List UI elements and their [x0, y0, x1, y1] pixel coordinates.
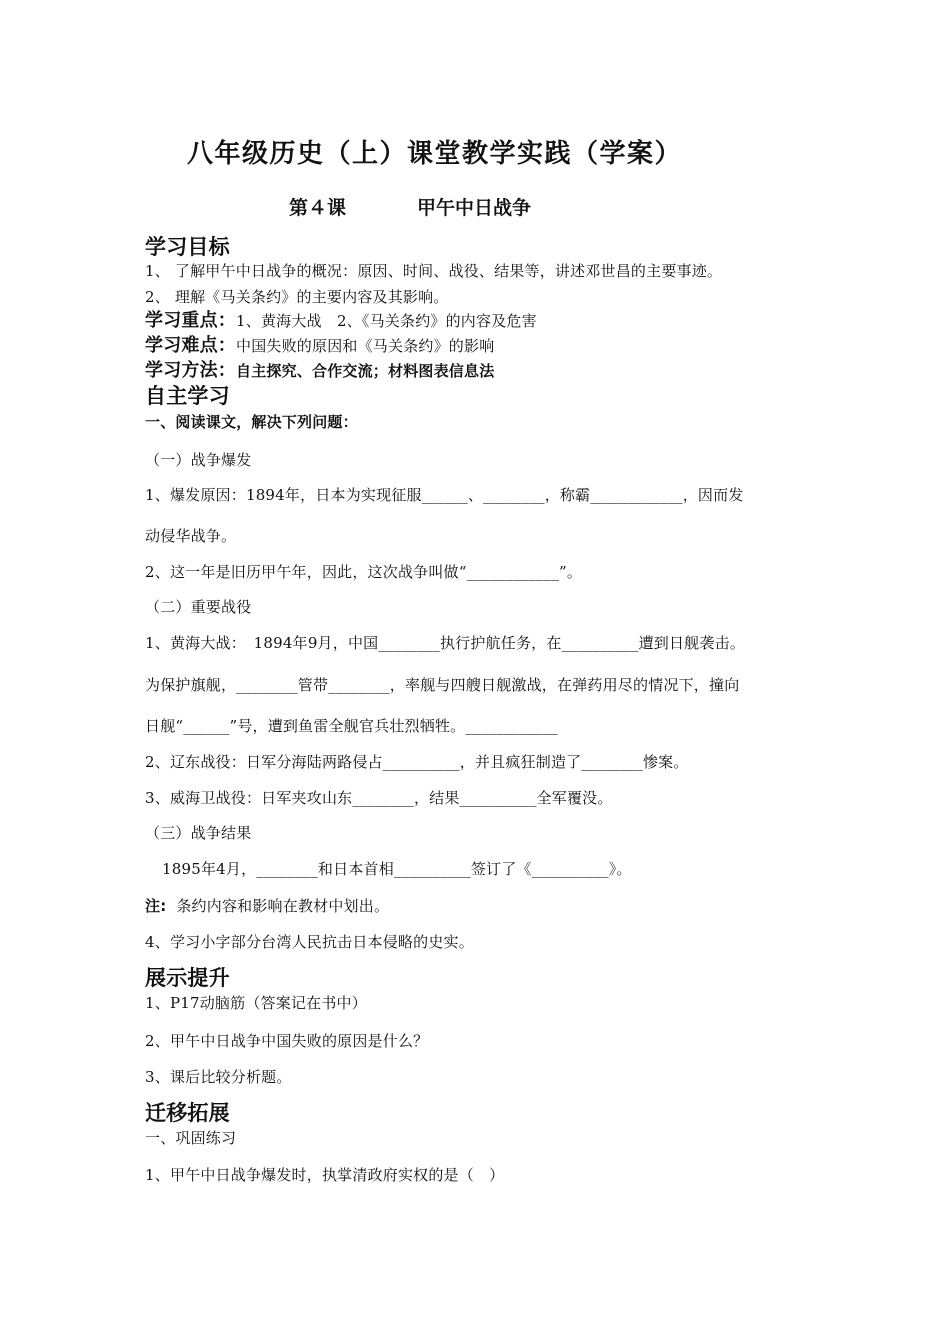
lesson-number: 第４课 — [289, 197, 347, 219]
extension-sub: 一、巩固练习 — [145, 1129, 237, 1147]
extension-question-1: 1、甲午中日战争爆发时，执掌清政府实权的是（ ） — [145, 1166, 505, 1184]
section2-title: （二）重要战役 — [145, 598, 252, 616]
section3-title: （三）战争结果 — [145, 824, 252, 842]
section2-line2: 为保护旗舰，________管带________，率舰与四艘日舰激战，在弹药用尽的情况下，撞向 — [145, 676, 740, 694]
section1-line2: 动侵华战争。 — [145, 527, 237, 545]
document-title: 八年级历史（上）课堂教学实践（学案） — [187, 139, 683, 169]
objectives-heading: 学习目标 — [145, 235, 230, 259]
objective-item-2: 2、 理解《马关条约》的主要内容及其影响。 — [145, 288, 449, 306]
note-text: 条约内容和影响在教材中划出。 — [176, 897, 390, 915]
key-points-label: 学习重点： — [145, 310, 236, 331]
methods-row — [145, 361, 494, 381]
section2-line1: 1、黄海大战： 1894年9月，中国________执行护航任务，在__________遭到日舰袭击。 — [145, 634, 745, 652]
key-points-text: 1、黄海大战 2、《马关条约》的内容及危害 — [236, 312, 537, 330]
difficulties-text: 中国失败的原因和《马关条约》的影响 — [236, 337, 495, 355]
section2-line5: 3、威海卫战役：日军夹攻山东________，结果__________全军覆没。 — [145, 789, 613, 807]
section1-line3: 2、这一年是旧历甲午年，因此，这次战争叫做“____________”。 — [145, 563, 583, 581]
note-row — [145, 896, 389, 916]
self-study-instruction: 一、阅读课文，解决下列问题： — [145, 413, 358, 431]
section3-line2: 4、学习小字部分台湾人民抗击日本侵略的史实。 — [145, 933, 474, 951]
difficulties-row — [145, 336, 494, 356]
section2-line4: 2、辽东战役：日军分海陆两路侵占__________，并且疯狂制造了________惨案。 — [145, 753, 689, 771]
difficulties-label: 学习难点： — [145, 335, 236, 356]
presentation-item-2: 2、甲午中日战争中国失败的原因是什么？ — [145, 1032, 429, 1050]
section1-title: （一）战争爆发 — [145, 451, 252, 469]
section1-line1: 1、爆发原因：1894年，日本为实现征服______、________，称霸____________，因而发 — [145, 486, 744, 504]
section2-line3: 日舰“______”号，遭到鱼雷全舰官兵壮烈牺牲。____________ — [145, 717, 558, 735]
presentation-item-1: 1、P17动脑筋（答案记在书中） — [145, 994, 367, 1012]
methods-label: 学习方法： — [145, 360, 236, 381]
presentation-heading: 展示提升 — [145, 966, 230, 990]
key-points-row — [145, 311, 537, 331]
self-study-heading: 自主学习 — [145, 384, 230, 408]
note-label: 注: — [145, 897, 167, 915]
lesson-title: 甲午中日战争 — [417, 197, 532, 219]
section3-line1: 1895年4月，________和日本首相__________签订了《__________》。 — [162, 860, 632, 878]
extension-heading: 迁移拓展 — [145, 1101, 230, 1125]
presentation-item-3: 3、课后比较分析题。 — [145, 1068, 292, 1086]
methods-text: 自主探究、合作交流；材料图表信息法 — [236, 362, 495, 380]
objective-item-1: 1、 了解甲午中日战争的概况：原因、时间、战役、结果等，讲述邓世昌的主要事迹。 — [145, 262, 723, 280]
